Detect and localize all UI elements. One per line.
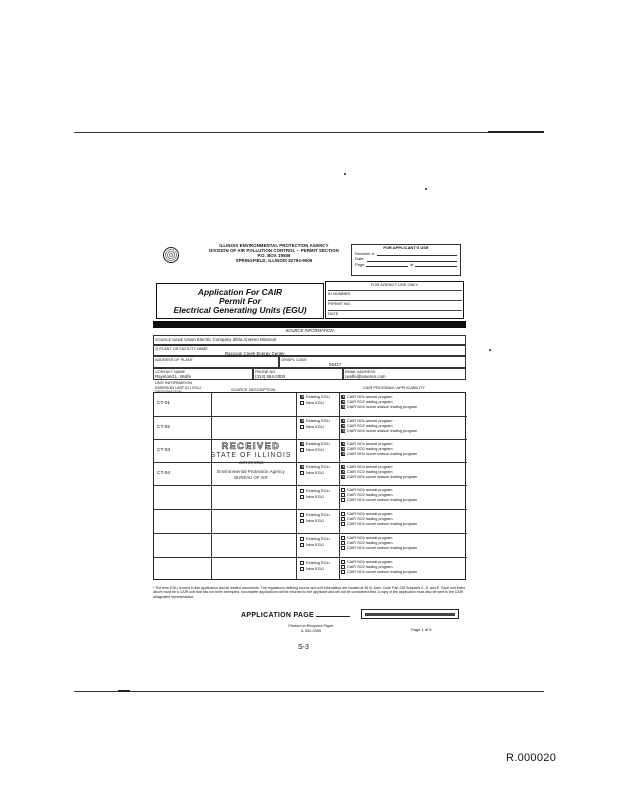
program-label: CAIR SO2 trading program	[347, 517, 393, 522]
program-label: CAIR NOx annual program	[347, 560, 393, 564]
agency-use-box	[325, 281, 464, 319]
table-row	[154, 439, 467, 462]
new-egu-checkbox[interactable]	[300, 495, 304, 499]
stamp-date: JUN 28 2011	[238, 460, 264, 466]
form-number-bar	[365, 613, 455, 616]
orispl-field[interactable]	[279, 356, 466, 368]
new-egu-checkbox[interactable]	[300, 567, 304, 571]
existing-egu-checkbox[interactable]: ✕	[301, 395, 305, 400]
program-label: CAIR NOx annual program	[347, 512, 393, 516]
bottom-rule	[74, 691, 544, 692]
scan-speck	[344, 173, 346, 175]
form-title-line: Permit For	[219, 295, 261, 306]
program-label: CAIR NOx ozone season trading program	[347, 475, 418, 480]
phone-label: PHONE NO.	[255, 369, 277, 374]
scan-speck	[425, 188, 427, 190]
agency-use-header: FOR AGENCY USE ONLY	[370, 282, 419, 287]
program-label: CAIR SO2 trading program	[347, 493, 393, 498]
agency-line: DIVISION OF AIR POLLUTION CONTROL -- PERMIT SECTION	[209, 248, 339, 253]
program-label: CAIR NOx ozone season trading program	[347, 570, 418, 575]
contact-value: Raymond L. Wolfe	[155, 373, 192, 379]
program-label: CAIR SO2 trading program	[347, 447, 393, 452]
program-label: CAIR NOx ozone season trading program	[347, 498, 418, 503]
new-egu-label: New EGU	[306, 399, 324, 405]
program-label: CAIR NOx annual program	[347, 442, 393, 446]
page-field[interactable]	[366, 263, 408, 268]
cair-application-form	[153, 243, 466, 651]
program-checkbox[interactable]: ✕	[342, 447, 346, 452]
program-checkbox[interactable]: ✕	[342, 400, 346, 405]
unit-id: CT-03	[157, 448, 171, 453]
printed-on-line: Printed on Recycled Paper	[288, 624, 334, 628]
form-title	[156, 283, 324, 319]
program-label: CAIR SO2 trading program	[347, 470, 393, 475]
program-checkbox[interactable]: ✕	[342, 419, 346, 424]
existing-egu-checkbox[interactable]	[300, 561, 304, 565]
program-checkbox[interactable]	[341, 560, 345, 564]
new-egu-checkbox[interactable]	[300, 401, 304, 405]
page-of-label: Page 1 of 5	[411, 627, 432, 632]
printed-on-note	[271, 624, 351, 633]
agency-line: ILLINOIS ENVIRONMENTAL PROTECTION AGENCY	[219, 244, 329, 248]
program-label: CAIR NOx annual program	[347, 419, 393, 423]
table-row	[154, 416, 467, 439]
program-label: CAIR NOx ozone season trading program	[347, 522, 418, 527]
program-checkbox[interactable]: ✕	[342, 452, 346, 457]
source-name-value: Union Electric Company d/b/a Ameren Missouri	[184, 336, 277, 342]
col-source-header: SOURCE DESCRIPTION	[231, 387, 276, 392]
bates-number: R.000020	[506, 752, 557, 764]
agency-header	[163, 243, 383, 273]
program-checkbox[interactable]	[341, 488, 345, 492]
program-checkbox[interactable]: ✕	[342, 475, 346, 480]
existing-egu-checkbox[interactable]: ✕	[301, 465, 305, 470]
existing-egu-label: Existing EGU	[306, 394, 330, 399]
printed-on-line: IL 532-0305	[300, 628, 322, 633]
applicant-use-box	[351, 244, 461, 276]
unit-id: CT-04	[157, 471, 171, 476]
stamp-sub: BUREAU OF AIR	[234, 474, 268, 480]
application-page-label	[241, 612, 350, 620]
existing-egu-label: Existing EGU	[306, 560, 330, 565]
program-checkbox[interactable]	[341, 570, 345, 574]
unit-id: CT-02	[157, 425, 171, 430]
new-egu-label: New EGU	[306, 541, 324, 547]
form-footnote: * The term EGU is used in this application and all related documents. The regulations defining source and unit information are located at 35 Ill. Adm. Code Part 225 Subparts C, D, and E. Each unit listed above must be a CAIR unit that has not been exempted. Incomplete applications will be returned to the applicant and will not be considered filed. A copy of the application must also be sent to the CAIR designated representative.	[153, 586, 465, 599]
program-checkbox[interactable]	[341, 522, 345, 526]
col-unit-header: EMISSION UNIT ID / EGU DESIGNATION	[155, 385, 201, 395]
new-egu-checkbox[interactable]	[300, 448, 304, 452]
program-checkbox[interactable]	[341, 498, 345, 502]
revision-field[interactable]	[377, 252, 457, 257]
stamp-bureau: Environmental Protection Agency	[217, 469, 285, 475]
unit-info-caption: UNIT INFORMATION	[155, 380, 193, 385]
agency-line: P.O. BOX 19506	[257, 253, 291, 258]
email-field[interactable]	[343, 368, 466, 380]
of-label: of	[410, 261, 414, 267]
application-page-text: APPLICATION PAGE	[241, 612, 314, 619]
email-label: EMAIL ADDRESS	[345, 369, 376, 374]
new-egu-label: New EGU	[306, 423, 324, 429]
phone-value: (314) 554-2000	[255, 373, 286, 379]
new-egu-label: New EGU	[306, 446, 324, 452]
form-title-line: Electrical Generating Units (EGU)	[173, 304, 307, 315]
form-number-box	[361, 609, 459, 619]
existing-egu-checkbox[interactable]	[300, 513, 304, 517]
existing-egu-label: Existing EGU	[306, 441, 330, 446]
application-page-field[interactable]	[316, 616, 350, 617]
program-label: CAIR NOx annual program	[347, 395, 393, 399]
address-label: ADDRESS OF PLANT	[155, 357, 193, 362]
existing-egu-label: Existing EGU	[306, 464, 330, 469]
agency-use-row: DATE	[328, 310, 462, 316]
agency-use-row: ID NUMBER	[328, 290, 462, 296]
received-stamp	[205, 441, 297, 481]
program-checkbox[interactable]	[341, 493, 345, 497]
plant-name-value: Raccoon Creek Energy Center	[225, 350, 285, 356]
date-label: Date:	[355, 256, 365, 262]
program-checkbox[interactable]: ✕	[342, 405, 346, 410]
bottom-rule-accent	[118, 690, 130, 692]
existing-egu-checkbox[interactable]: ✕	[301, 419, 305, 424]
program-checkbox[interactable]: ✕	[342, 424, 346, 429]
program-label: CAIR NOx ozone season trading program	[347, 405, 418, 410]
unit-id: CT-01	[157, 401, 171, 406]
program-checkbox[interactable]	[341, 541, 345, 545]
orispl-value: 55417	[329, 361, 342, 367]
new-egu-label: New EGU	[306, 493, 324, 499]
program-label: CAIR NOx ozone season trading program	[347, 429, 418, 434]
col-program-header: CAIR PROGRAM / APPLICABILITY	[363, 385, 425, 390]
table-row	[154, 509, 467, 533]
source-name-field[interactable]	[153, 335, 466, 345]
phone-field[interactable]	[253, 368, 343, 380]
of-field[interactable]	[415, 263, 457, 268]
stamp-state: STATE OF ILLINOIS	[210, 452, 292, 460]
agency-address	[189, 244, 359, 264]
program-checkbox[interactable]	[341, 517, 345, 521]
form-title-line: Application For CAIR	[197, 287, 283, 297]
program-label: CAIR SO2 trading program	[347, 541, 393, 546]
email-value: rwolfe@ameren.com	[345, 373, 386, 379]
stamp-received: RECEIVED	[221, 441, 281, 451]
source-name-label: SOURCE NAME	[155, 337, 184, 342]
table-row	[154, 462, 467, 485]
orispl-label: ORISPL CODE	[281, 357, 307, 362]
agency-seal-icon	[163, 247, 179, 263]
new-egu-label: New EGU	[306, 565, 324, 571]
program-checkbox[interactable]	[341, 512, 345, 516]
new-egu-label: New EGU	[306, 469, 324, 475]
existing-egu-label: Existing EGU	[306, 418, 330, 423]
existing-egu-label: Existing EGU	[306, 488, 330, 493]
applicant-use-header: FOR APPLICANT'S USE	[383, 245, 429, 250]
program-checkbox[interactable]: ✕	[342, 465, 346, 470]
program-checkbox[interactable]	[341, 536, 345, 540]
program-checkbox[interactable]: ✕	[342, 429, 346, 434]
table-row	[154, 533, 467, 557]
program-label: CAIR NOx annual program	[347, 488, 393, 492]
program-checkbox[interactable]	[341, 565, 345, 569]
page-number: S-3	[298, 644, 309, 651]
new-egu-checkbox[interactable]	[300, 519, 304, 523]
program-checkbox[interactable]: ✕	[342, 470, 346, 475]
program-label: CAIR SO2 trading program	[347, 424, 393, 429]
program-label: CAIR NOx ozone season trading program	[347, 452, 418, 457]
page-label: Page	[355, 261, 365, 267]
existing-egu-label: Existing EGU	[306, 536, 330, 541]
top-rule-accent	[488, 131, 544, 133]
new-egu-checkbox[interactable]	[300, 425, 304, 429]
section-title: SOURCE INFORMATION	[285, 328, 334, 333]
contact-label: CONTACT NAME	[155, 369, 186, 374]
existing-egu-checkbox[interactable]: ✕	[301, 442, 305, 447]
revision-label: Revision #:	[355, 250, 375, 256]
program-checkbox[interactable]: ✕	[342, 395, 346, 400]
agency-line: SPRINGFIELD, ILLINOIS 62794-9506	[235, 258, 313, 263]
table-row	[154, 393, 467, 416]
address-field[interactable]	[153, 356, 279, 368]
program-label: CAIR SO2 trading program	[347, 565, 393, 570]
new-egu-checkbox[interactable]	[300, 471, 304, 475]
program-label: CAIR NOx annual program	[347, 536, 393, 540]
new-egu-label: New EGU	[306, 517, 324, 523]
existing-egu-checkbox[interactable]	[300, 489, 304, 493]
program-checkbox[interactable]: ✕	[342, 442, 346, 447]
plant-name-field[interactable]	[153, 345, 466, 356]
plant-name-label: 2) PLANT OR FACILITY NAME	[155, 346, 208, 351]
contact-field[interactable]	[153, 368, 253, 380]
agency-use-row: PERMIT NO.	[328, 300, 462, 306]
section-divider-bar	[153, 321, 466, 328]
top-rule	[74, 132, 544, 133]
program-label: CAIR SO2 trading program	[347, 400, 393, 405]
table-row	[154, 557, 467, 581]
program-label: CAIR NOx ozone season trading program	[347, 546, 418, 551]
unit-table	[153, 392, 466, 580]
program-label: CAIR NOx annual program	[347, 465, 393, 469]
new-egu-checkbox[interactable]	[300, 543, 304, 547]
program-checkbox[interactable]	[341, 546, 345, 550]
existing-egu-checkbox[interactable]	[300, 537, 304, 541]
existing-egu-label: Existing EGU	[306, 512, 330, 517]
scan-speck	[489, 349, 491, 351]
table-row	[154, 485, 467, 509]
